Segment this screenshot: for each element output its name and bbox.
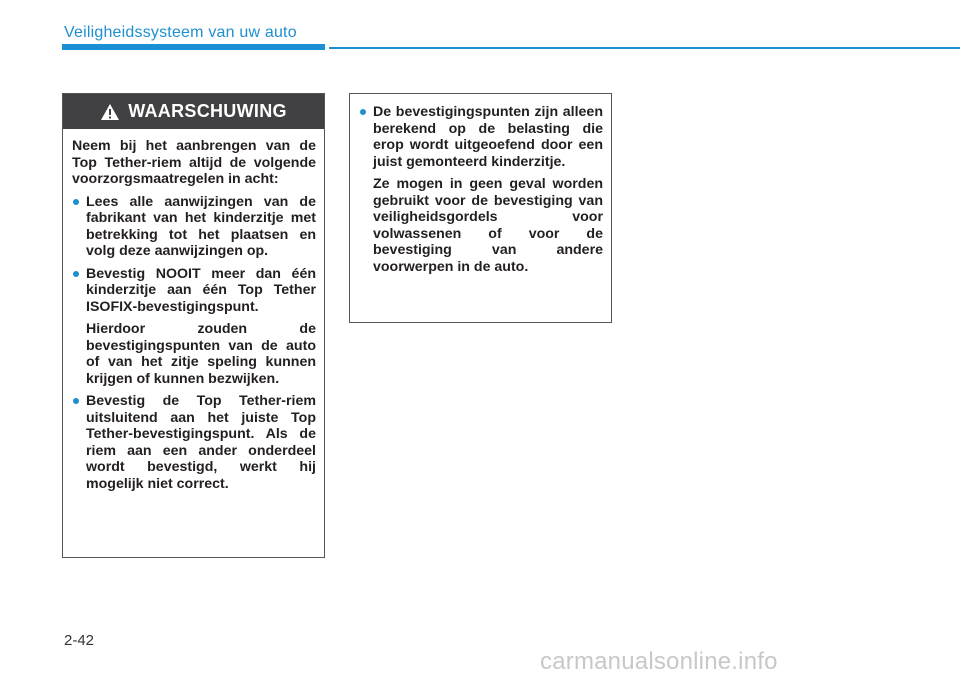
warning-triangle-icon [100,103,120,121]
warning-header [63,94,324,129]
page-number: 2-42 [64,632,95,649]
warning-bullet-2: Bevestig NOOIT meer dan één kinderzitje aan één Top Tether ISOFIX-bevestigingspunt. [72,266,316,316]
note-box [349,93,612,323]
note-bullet-1: De bevestigingspunten zijn alleen berekend op de belasting die erop wordt uitgeoefend door een juist gemonteerd kinderzitje. [359,104,603,170]
section-title: Veiligheidssysteem van uw auto [64,24,297,41]
note-content [350,94,611,275]
warning-intro: Neem bij het aanbrengen van de Top Tether-riem altijd de volgende voorzorgsmaatregelen in acht: [72,138,316,187]
warning-bullet-1: Lees alle aanwijzingen van de fabrikant van het kinderzitje met betrekking tot het plaatsen en volg deze aanwijzingen op. [72,194,316,260]
warning-heading: WAARSCHUWING [128,101,287,121]
warning-content [63,129,324,492]
warning-bullet-3: Bevestig de Top Tether-riem uitsluitend aan het juiste Top Tether-bevestigingspunt. Als de riem aan een ander onderdeel wordt bevestigd, werkt hij mogelijk niet correct. [72,393,316,492]
watermark: carmanualsonline.info [540,648,778,675]
warning-box [62,93,325,558]
header-rule [329,47,960,49]
header-accent-bar [62,44,325,50]
note-bullet-1-follow: Ze mogen in geen geval worden gebruikt voor de bevestiging van veiligheidsgordels voor volwassenen of voor de bevestiging van andere voorwerpen in de auto. [373,176,603,275]
warning-bullet-2-follow: Hierdoor zouden de bevestigingspunten van de auto of van het zitje speling kunnen krijgen of kunnen bezwijken. [86,321,316,387]
